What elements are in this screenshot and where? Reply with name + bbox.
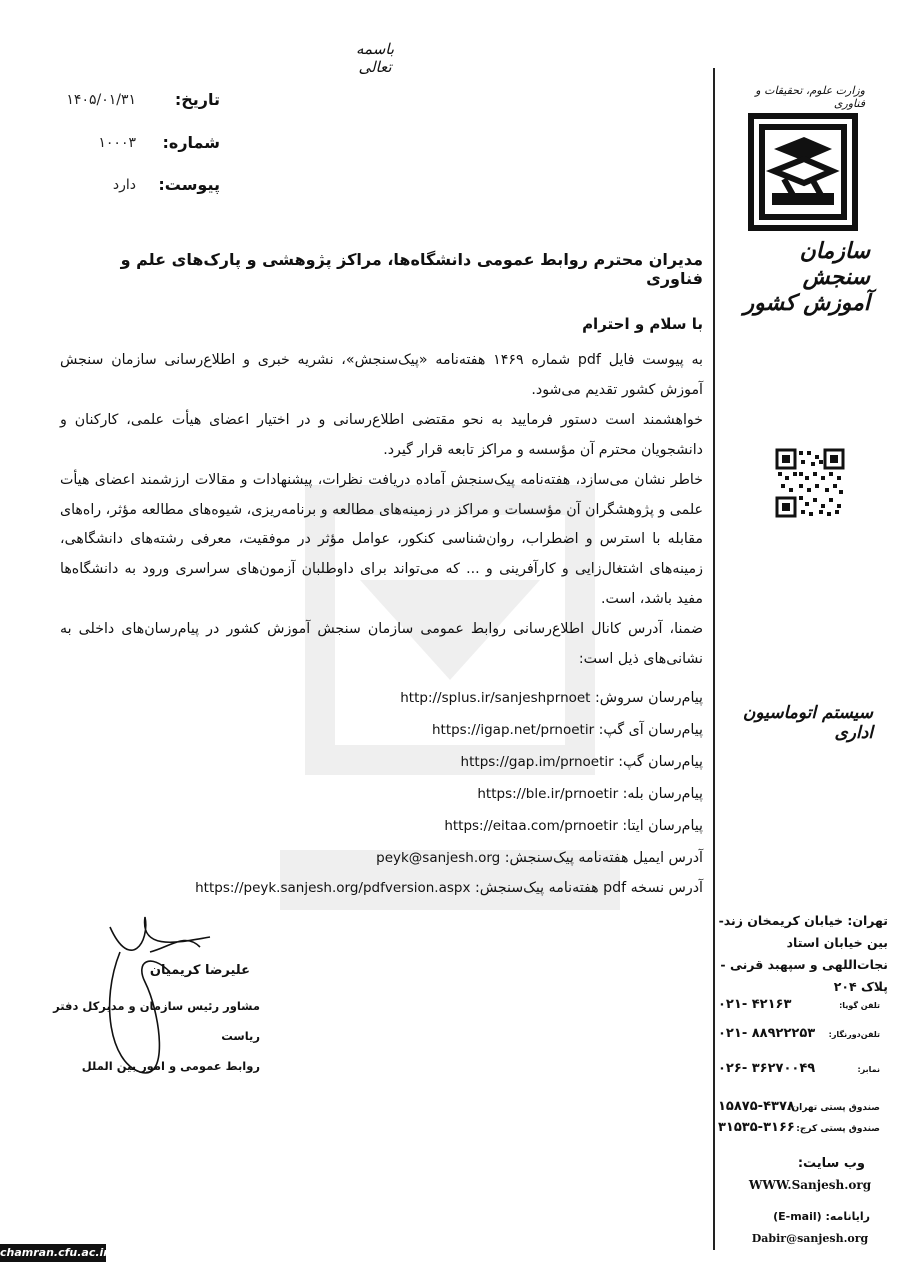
organization-logo (748, 113, 858, 231)
pobox-tehran-label: صندوق پستی تهران: (787, 1103, 880, 1113)
link-label: آدرس نسخه pdf هفته‌نامه پیک‌سنجش: (474, 880, 703, 896)
number-value: ۱۰۰۰۳ (98, 135, 136, 151)
phone-label: تلفن گویا: (839, 1001, 880, 1010)
link-label: پیام‌رسان ایتا: (622, 818, 703, 834)
link-label: پیام‌رسان گپ: (618, 754, 703, 770)
link-label: پیام‌رسان بله: (622, 786, 703, 802)
number-label: شماره: (162, 133, 220, 152)
office-automation-system: سیستم اتوماسیون اداری (742, 703, 873, 743)
pobox-karaj-label: صندوق پستی کرج: (796, 1124, 880, 1134)
date-label: تاریخ: (174, 90, 220, 109)
link-label: آدرس ایمیل هفته‌نامه پیک‌سنجش: (504, 850, 703, 866)
fax-phone-row (718, 1026, 888, 1046)
pdf-version-link[interactable]: https://peyk.sanjesh.org/pdfversion.aspx (195, 880, 471, 896)
signatory-name: علیرضا کریمیان (149, 963, 250, 978)
qr-code-icon (775, 448, 845, 518)
paragraph: خاطر نشان می‌سازد، هفته‌نامه پیک‌سنجش آماده دریافت نظرات، پیشنهادات و مقالات ارزشمند اعضای هیأت علمی و پژوهشگران آن مؤسسات و مراکز در زمینه‌های مطالعه و برنامه‌ریزی، شیوه‌های مطالعه مؤثر، راه‌های مقابله با استرس و اضطراب، روان‌شناسی کنکور، عوامل مؤثر در موفقیت، معرفی رشته‌های دانشگاهی، زمینه‌های اشتغال‌زایی و کارآفرینی و ... که می‌تواند برای داوطلبان آزمون‌های سراسری ورود به دانشگاه‌ها مفید باشد، است. (60, 471, 703, 608)
eitaa-link[interactable]: https://eitaa.com/prnoetir (444, 818, 618, 834)
greeting: با سلام و احترام (582, 315, 703, 333)
fax-label: نمابر: (857, 1065, 880, 1074)
logo-icon (754, 119, 852, 225)
ministry-name: وزارت علوم، تحقیقات و فناوری (755, 84, 865, 110)
email-label: رایانامه: (E-mail) (773, 1210, 870, 1223)
website-link[interactable]: WWW.Sanjesh.org (748, 1178, 872, 1192)
email-link[interactable]: Dabir@sanjesh.org (751, 1232, 869, 1245)
organization-address: تهران: خیابان کریمخان زند- بین خیابان استاد نجات‌اللهی و سپهبد قرنی - پلاک ۲۰۴ (718, 913, 888, 994)
link-label: پیام‌رسان سروش: (595, 690, 703, 706)
link-row-igap (150, 722, 703, 746)
paragraph: ضمنا، آدرس کانال اطلاع‌رسانی روابط عمومی سازمان سنجش آموزش کشور در پیام‌رسان‌های داخلی به نشانی‌های ذیل است: (60, 621, 703, 668)
fax-phone-value: ۸۸۹۲۲۲۵۳ -۰۲۱ (718, 1026, 816, 1041)
signatory-title (20, 991, 260, 1081)
link-label: پیام‌رسان آی گپ: (598, 722, 703, 738)
paragraph: خواهشمند است دستور فرمایید به نحو مقتضی اطلاع‌رسانی و در اختیار اعضای هیأت علمی، کارکنان و دانشجویان محترم آن مؤسسه و مراکز تابعه قرار گیرد. (60, 411, 703, 458)
paragraph: به پیوست فایل pdf شماره ۱۴۶۹ هفته‌نامه «پیک‌سنجش»، نشریه خبری و اطلاع‌رسانی سازمان سنجش آموزش کشور تقدیم می‌شود. (60, 352, 704, 398)
link-row-bale (150, 786, 703, 810)
fax-row (718, 1061, 888, 1081)
signatory-title-line: روابط عمومی و امور بین الملل (81, 1059, 260, 1073)
link-row-pdf (100, 880, 703, 904)
link-row-gap (150, 754, 703, 778)
pobox-tehran-value: ۱۵۸۷۵-۴۳۷۸ (718, 1099, 795, 1114)
attachment-value: دارد (112, 177, 136, 193)
phone-row (718, 997, 888, 1017)
attachment-row (40, 175, 220, 201)
gap-link[interactable]: https://gap.im/prnoetir (460, 754, 614, 770)
source-badge: chamran.cfu.ac.ir (0, 1244, 106, 1262)
fax-phone-label: تلفن‌دورنگار: (828, 1030, 880, 1039)
bismillah: باسمه تعالی (355, 40, 395, 76)
fax-value: ۳۶۲۷۰۰۴۹ -۰۲۶ (718, 1061, 816, 1076)
sidebar-divider (713, 68, 715, 1250)
pobox-tehran-row (718, 1099, 888, 1117)
signatory-title-line: مشاور رئیس سازمان و مدیرکل دفتر ریاست (53, 999, 260, 1043)
date-value: ۱۴۰۵/۰۱/۳۱ (66, 92, 136, 108)
pobox-karaj-value: ۳۱۵۳۵-۳۱۶۶ (718, 1120, 795, 1135)
peyk-email-link[interactable]: peyk@sanjesh.org (376, 850, 501, 866)
attachment-label: پیوست: (158, 175, 220, 194)
soroush-link[interactable]: http://splus.ir/sanjeshprnoet (400, 690, 591, 706)
website-label: وب سایت: (797, 1156, 865, 1171)
phone-value: ۴۲۱۶۳ -۰۲۱ (718, 997, 792, 1012)
pobox-karaj-row (718, 1120, 888, 1138)
bale-link[interactable]: https://ble.ir/prnoetir (477, 786, 619, 802)
letter-body (60, 346, 703, 675)
link-row-email (150, 850, 703, 874)
igap-link[interactable]: https://igap.net/prnoetir (431, 722, 595, 738)
organization-name: سازمان سنجش آموزش کشور (743, 238, 870, 316)
link-row-soroush (150, 690, 703, 714)
addressee: مدیران محترم روابط عمومی دانشگاه‌ها، مراکز پژوهشی و پارک‌های علم و فناوری (120, 250, 703, 288)
date-row (40, 90, 220, 116)
number-row (40, 133, 220, 159)
link-row-eitaa (150, 818, 703, 842)
